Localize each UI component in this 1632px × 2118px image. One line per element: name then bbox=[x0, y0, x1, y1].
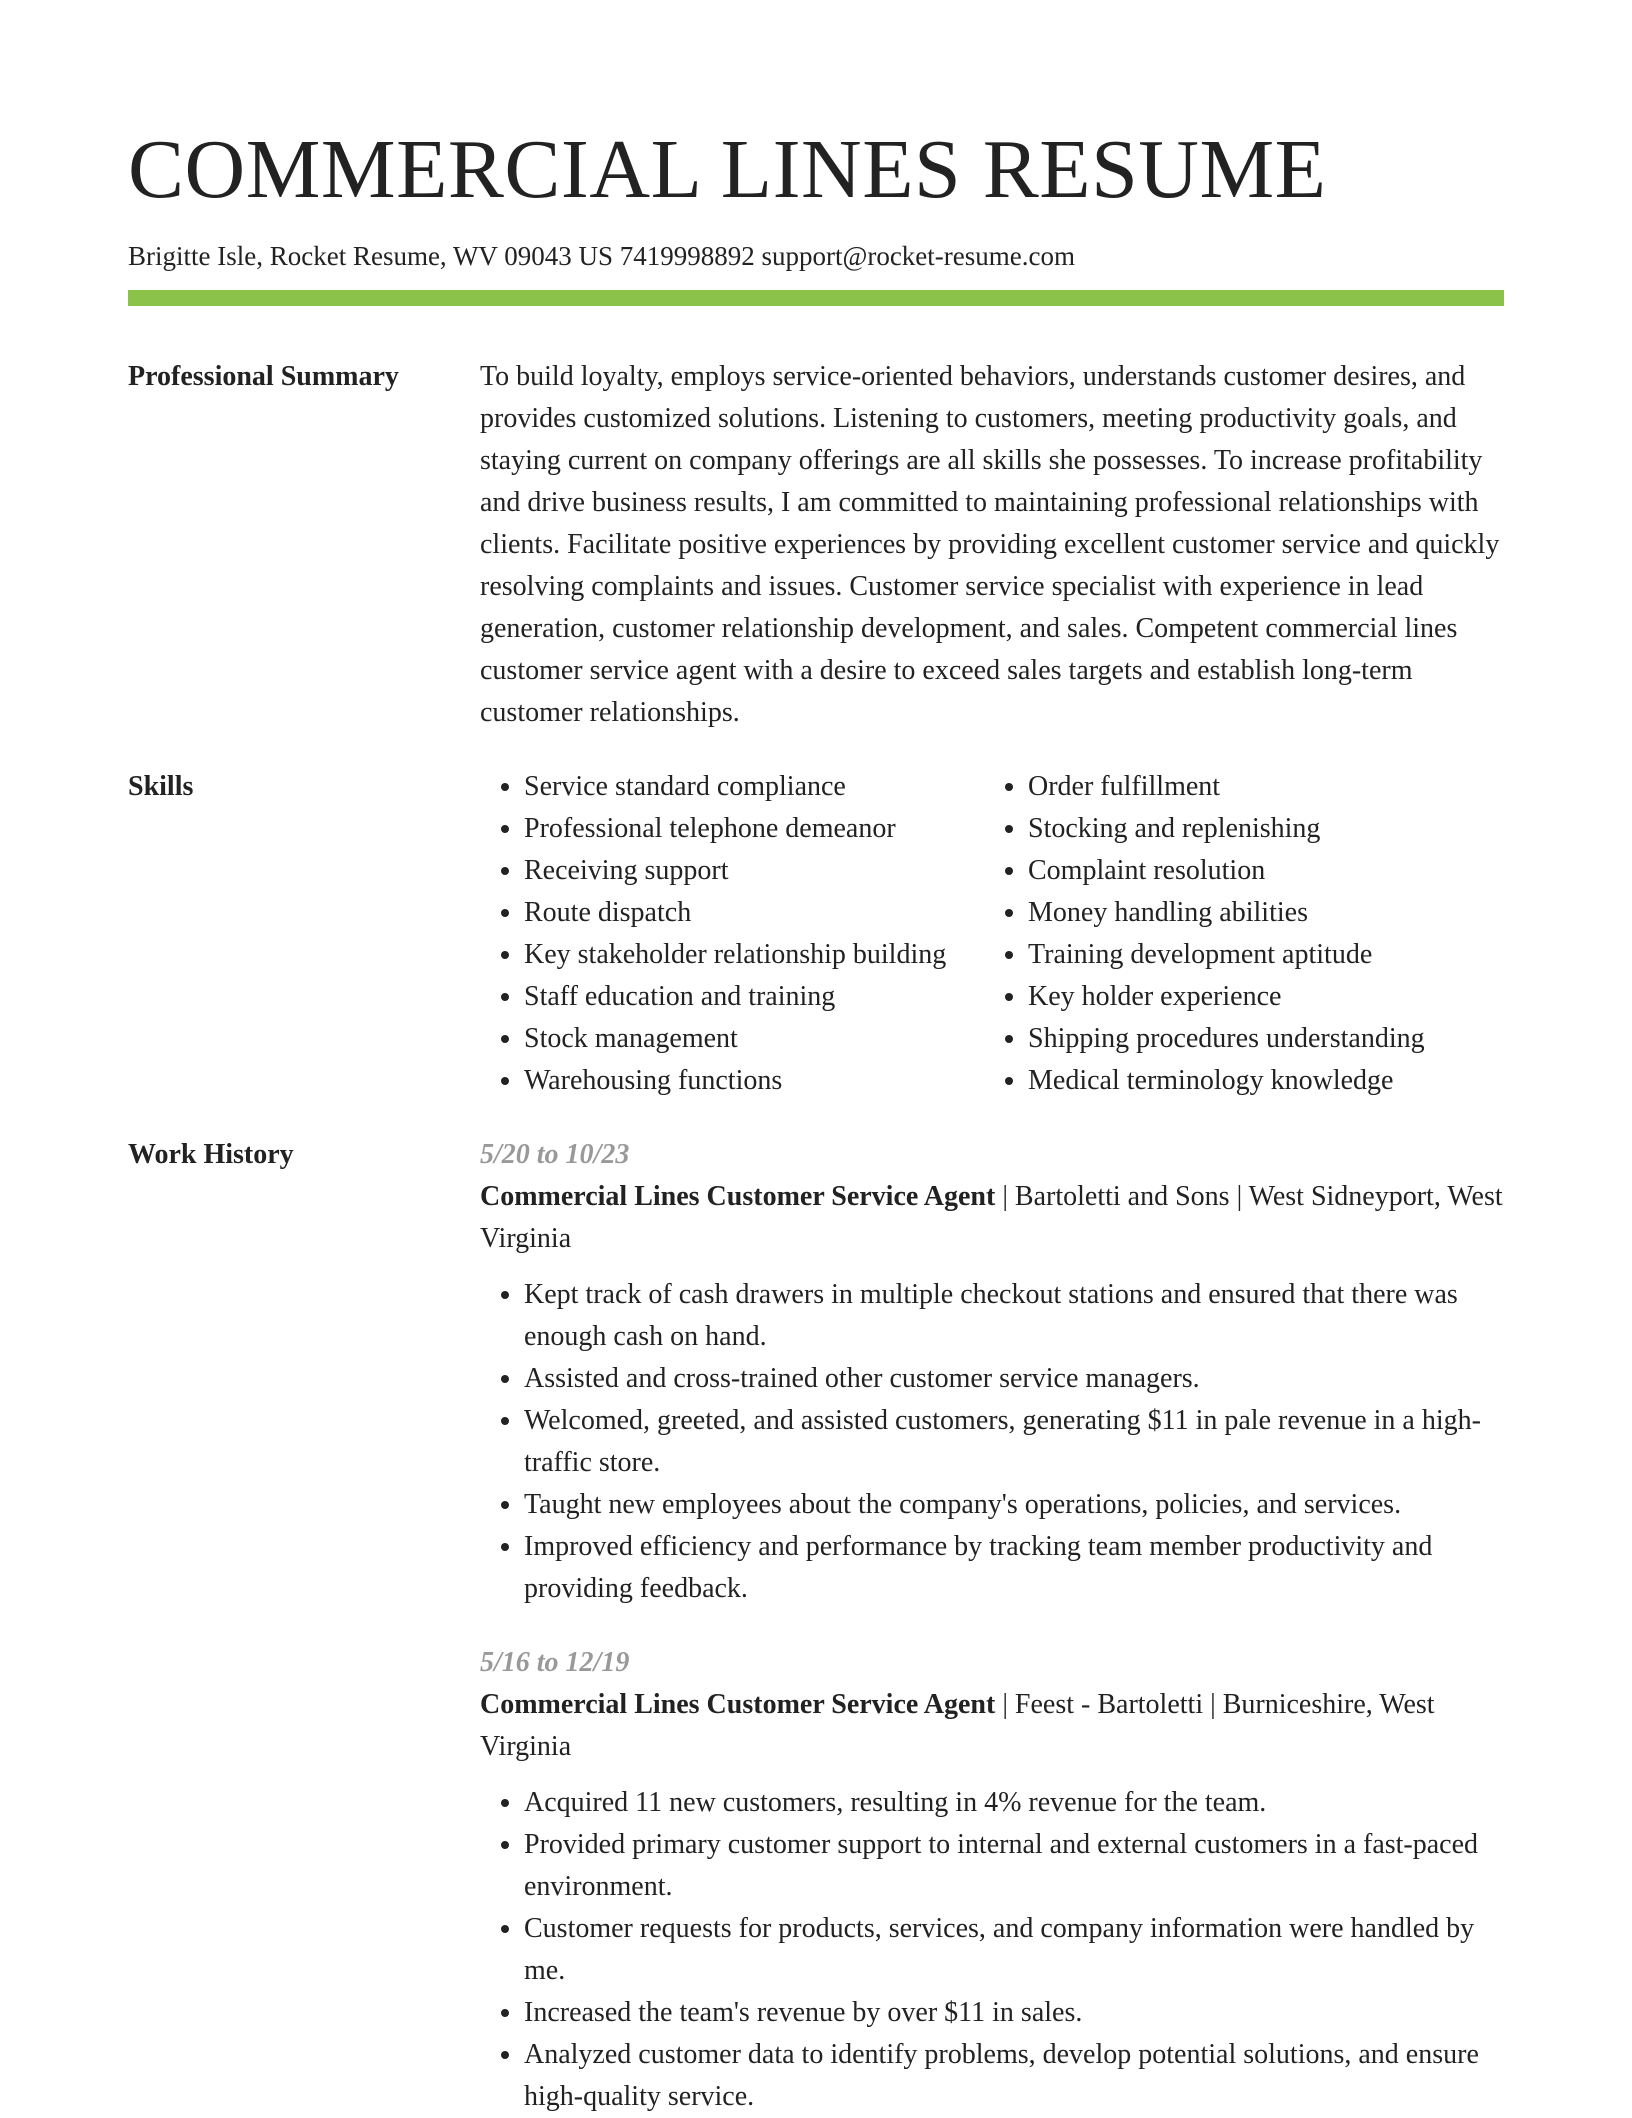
skill-item: • Service standard compliance bbox=[524, 766, 984, 808]
skill-item: • Medical terminology knowledge bbox=[1028, 1060, 1504, 1102]
skill-item: • Professional telephone demeanor bbox=[524, 808, 984, 850]
skill-item: • Training development aptitude bbox=[1028, 934, 1504, 976]
job-bullet: • Improved efficiency and performance by tracking team member productivity and providing feedback. bbox=[524, 1526, 1504, 1610]
skill-item: • Complaint resolution bbox=[1028, 850, 1504, 892]
job-dates: 5/16 to 12/19 bbox=[480, 1647, 630, 1678]
skill-item: • Money handling abilities bbox=[1028, 892, 1504, 934]
job-entry bbox=[480, 1642, 1504, 2118]
job-entry bbox=[480, 1134, 1504, 1610]
job-bullet: • Kept track of cash drawers in multiple checkout stations and ensured that there was enough cash on hand. bbox=[524, 1274, 1504, 1358]
job-bullet-list bbox=[480, 1274, 1504, 1610]
job-title: Commercial Lines Customer Service Agent bbox=[480, 1181, 996, 1212]
skills-columns bbox=[480, 766, 1504, 1102]
skill-item: • Route dispatch bbox=[524, 892, 984, 934]
skills-body bbox=[480, 766, 1504, 1102]
skill-item: • Key holder experience bbox=[1028, 976, 1504, 1018]
resume-page bbox=[128, 0, 1504, 2118]
skill-item: • Shipping procedures understanding bbox=[1028, 1018, 1504, 1060]
accent-divider bbox=[128, 290, 1504, 306]
job-bullet: • Increased the team's revenue by over $11 in sales. bbox=[524, 1992, 1504, 2034]
section-label-skills: Skills bbox=[128, 771, 194, 802]
job-bullet: • Welcomed, greeted, and assisted customers, generating $11 in pale revenue in a high-traffic store. bbox=[524, 1400, 1504, 1484]
job-heading bbox=[480, 1176, 1504, 1260]
job-dates: 5/20 to 10/23 bbox=[480, 1139, 630, 1170]
job-employer-location: | Bartoletti and Sons | West Sidneyport, West Virginia bbox=[480, 1181, 1503, 1254]
job-title: Commercial Lines Customer Service Agent bbox=[480, 1689, 996, 1720]
professional-summary-body bbox=[480, 356, 1504, 734]
work-history-body bbox=[480, 1134, 1504, 2118]
job-bullet: • Analyzed customer data to identify problems, develop potential solutions, and ensure high-quality service. bbox=[524, 2034, 1504, 2118]
professional-summary-section bbox=[128, 356, 1504, 734]
resume-title: COMMERCIAL LINES RESUME bbox=[128, 123, 1327, 216]
contact-line: Brigitte Isle, Rocket Resume, WV 09043 US 7419998892 support@rocket-resume.com bbox=[128, 241, 1075, 271]
section-label-work-history: Work History bbox=[128, 1139, 294, 1170]
skill-item: • Receiving support bbox=[524, 850, 984, 892]
skills-list-right bbox=[984, 766, 1504, 1102]
skills-list-left bbox=[480, 766, 984, 1102]
skill-item: • Warehousing functions bbox=[524, 1060, 984, 1102]
job-bullet: • Taught new employees about the company's operations, policies, and services. bbox=[524, 1484, 1504, 1526]
section-label-professional-summary: Professional Summary bbox=[128, 361, 399, 392]
job-heading bbox=[480, 1684, 1504, 1768]
work-history-section bbox=[128, 1134, 1504, 2118]
skills-section bbox=[128, 766, 1504, 1102]
skill-item: • Stock management bbox=[524, 1018, 984, 1060]
job-employer-location: | Feest - Bartoletti | Burniceshire, West Virginia bbox=[480, 1689, 1435, 1762]
summary-text: To build loyalty, employs service-oriented behaviors, understands customer desires, and provides customized solutions. Listening to customers, meeting productivity goals, and staying current on company offerings are all skills she possesses. To increase profitability and drive business results, I am committed to maintaining professional relationships with clients. Facilitate positive experiences by providing excellent customer service and quickly resolving complaints and issues. Customer service specialist with experience in lead generation, customer relationship development, and sales. Competent commercial lines customer service agent with a desire to exceed sales targets and establish long-term customer relationships. bbox=[480, 361, 1500, 728]
job-bullet: • Customer requests for products, services, and company information were handled by me. bbox=[524, 1908, 1504, 1992]
job-bullet: • Assisted and cross-trained other customer service managers. bbox=[524, 1358, 1504, 1400]
job-bullet: • Acquired 11 new customers, resulting in 4% revenue for the team. bbox=[524, 1782, 1504, 1824]
skill-item: • Stocking and replenishing bbox=[1028, 808, 1504, 850]
job-bullet: • Provided primary customer support to internal and external customers in a fast-paced environment. bbox=[524, 1824, 1504, 1908]
skill-item: • Order fulfillment bbox=[1028, 766, 1504, 808]
job-bullet-list bbox=[480, 1782, 1504, 2118]
skill-item: • Staff education and training bbox=[524, 976, 984, 1018]
skill-item: • Key stakeholder relationship building bbox=[524, 934, 984, 976]
